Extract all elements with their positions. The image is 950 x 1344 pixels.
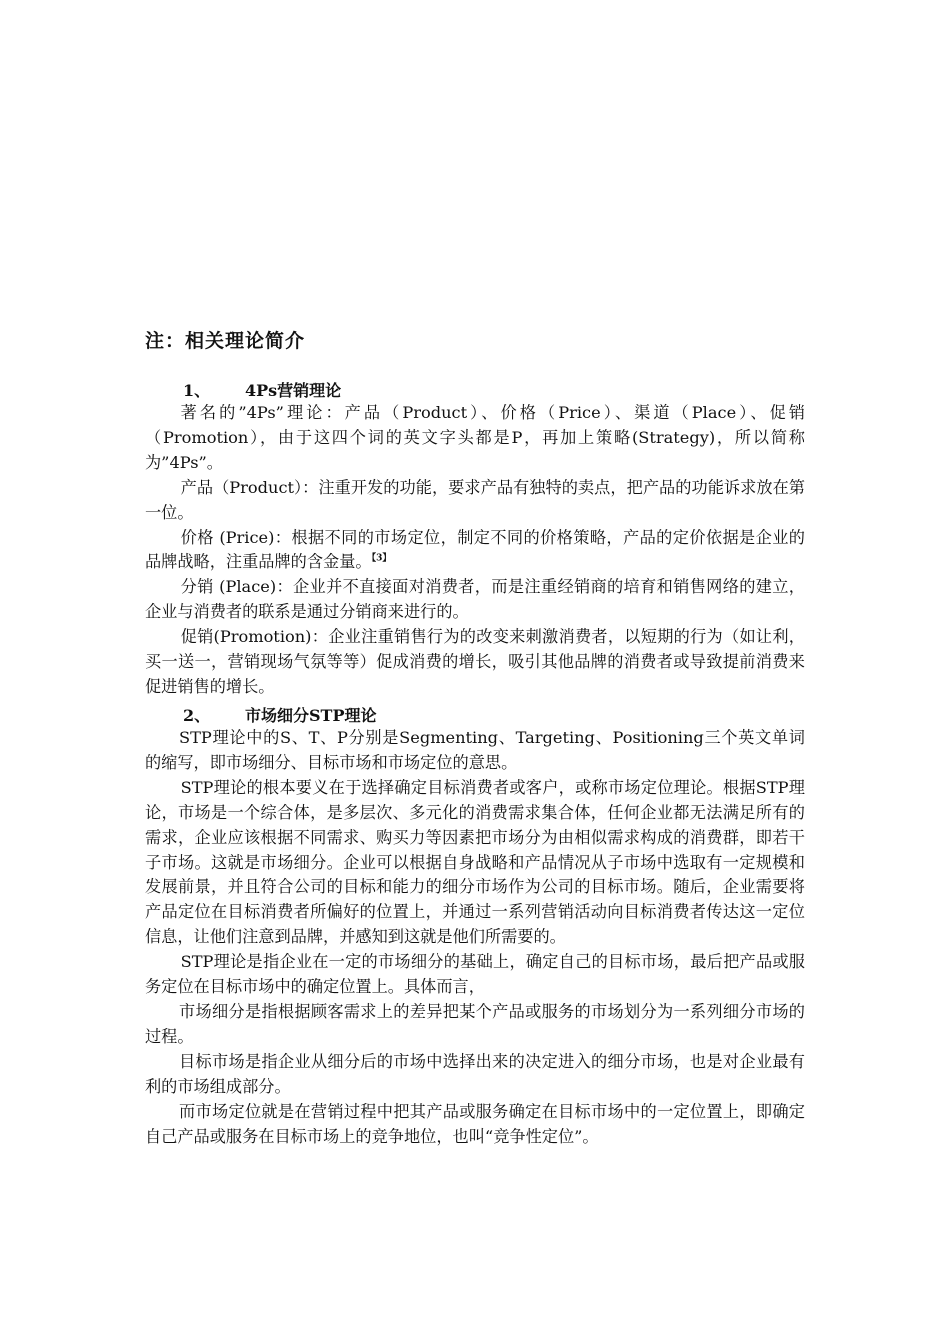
page-title: 注：相关理论简介 (145, 330, 306, 352)
section-title-stp (183, 703, 377, 726)
section-number: 2、 (183, 706, 211, 725)
section-title-text: 市场细分STP理论 (245, 706, 377, 725)
paragraph: STP理论是指企业在一定的市场细分的基础上，确定自己的目标市场，最后把产品或服务定位在目标市场中的确定位置上。具体而言， (145, 952, 805, 997)
paragraph: 而市场定位就是在营销过程中把其产品或服务确定在目标市场中的一定位置上，即确定自己产品或服务在目标市场上的竞争地位，也叫“竞争性定位”。 (145, 1101, 805, 1146)
paragraph-text: 价格 (Price)：根据不同的市场定位，制定不同的价格策略，产品的定价依据是企业的品牌战略，注重品牌的含金量。 (145, 527, 805, 572)
section-number: 1、 (183, 381, 211, 400)
section-body-stp (145, 726, 805, 1149)
paragraph: 目标市场是指企业从细分后的市场中选择出来的决定进入的细分市场，也是对企业最有利的市场组成部分。 (145, 1051, 805, 1096)
paragraph (145, 526, 805, 576)
paragraph: 著名的”4Ps”理论：产品（Product）、价格（Price）、渠道（Place）、促销（Promotion），由于这四个词的英文字头都是P，再加上策略(Strategy)，所以简称为”4Ps”。 (145, 403, 805, 472)
paragraph: 市场细分是指根据顾客需求上的差异把某个产品或服务的市场划分为一系列细分市场的过程。 (145, 1001, 805, 1046)
paragraph: STP理论中的S、T、P分别是Segmenting、Targeting、Positioning三个英文单词的缩写，即市场细分、目标市场和市场定位的意思。 (145, 728, 805, 772)
section-title-4ps (183, 378, 341, 401)
paragraph: STP理论的根本要义在于选择确定目标消费者或客户，或称市场定位理论。根据STP理论，市场是一个综合体，是多层次、多元化的消费需求集合体，任何企业都无法满足所有的需求，企业应该根据不同需求、购买力等因素把市场分为由相似需求构成的消费群，即若干子市场。这就是市场细分。企业可以根据自身战略和产品情况从子市场中选取有一定规模和发展前景，并且符合公司的目标和能力的细分市场作为公司的目标市场。随后，企业需要将产品定位在目标消费者所偏好的位置上，并通过一系列营销活动向目标消费者传达这一定位信息，让他们注意到品牌，并感知到这就是他们所需要的。 (145, 777, 805, 947)
citation-mark: 【3】 (371, 554, 392, 565)
paragraph: 产品（Product）：注重开发的功能，要求产品有独特的卖点，把产品的功能诉求放在第一位。 (145, 477, 805, 522)
paragraph: 促销(Promotion)：企业注重销售行为的改变来刺激消费者，以短期的行为（如让利，买一送一，营销现场气氛等等）促成消费的增长，吸引其他品牌的消费者或导致提前消费来促进销售的增长。 (145, 627, 805, 696)
section-title-text: 4Ps营销理论 (245, 381, 342, 400)
section-body-4ps (145, 401, 805, 700)
paragraph: 分销 (Place)：企业并不直接面对消费者，而是注重经销商的培育和销售网络的建立，企业与消费者的联系是通过分销商来进行的。 (145, 577, 805, 622)
